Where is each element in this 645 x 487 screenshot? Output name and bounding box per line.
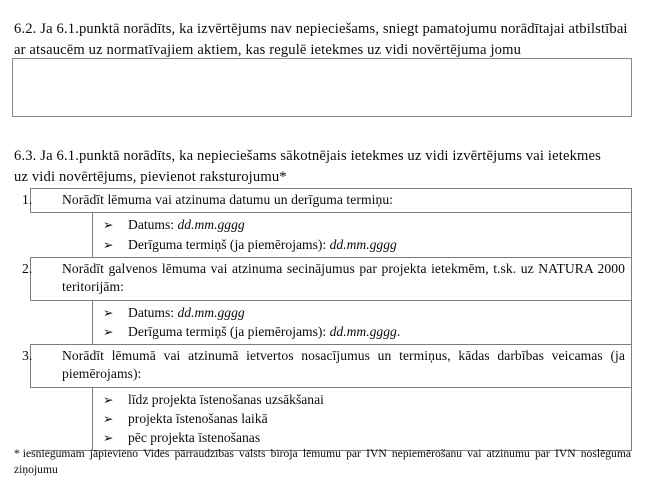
- requirement-heading-cell: [22, 345, 632, 388]
- bullet-label: Derīguma termiņš (ja piemērojams):: [128, 236, 327, 252]
- bullet-label: Datums:: [128, 304, 175, 320]
- bullet-label: projekta īstenošanas laikā: [128, 411, 268, 427]
- bullet-value-placeholder[interactable]: dd.mm.gggg: [329, 323, 397, 339]
- requirements-table-body: [22, 189, 632, 451]
- bullet-list: [101, 303, 625, 341]
- bullet-list: [101, 390, 625, 448]
- requirement-number: 3.: [22, 348, 33, 364]
- requirement-heading: [22, 260, 626, 297]
- requirement-number: 1.: [22, 192, 33, 207]
- bullet-list: [101, 215, 625, 253]
- bullet-gutter-cell: [31, 213, 93, 257]
- table-row: [31, 189, 632, 213]
- arrow-bullet-icon: ➢: [103, 411, 114, 427]
- arrow-bullet-icon: ➢: [103, 430, 114, 446]
- footnote: [14, 446, 631, 479]
- arrow-bullet-icon: ➢: [103, 304, 114, 320]
- requirement-heading-text: Norādīt lēmuma vai atzinuma datumu un derīguma termiņu:: [62, 192, 394, 207]
- arrow-bullet-icon: ➢: [103, 323, 114, 339]
- question-6-3-text: 6.3. Ja 6.1.punktā norādīts, ka nepieciešams sākotnējais ietekmes uz vidi izvērtējums vai ietekmes uz vidi novērtējums, pievienot raksturojumu*: [14, 147, 601, 185]
- table-row: [31, 345, 632, 388]
- bullet-value-placeholder[interactable]: dd.mm.gggg: [329, 236, 397, 252]
- requirement-heading-cell: [22, 189, 632, 213]
- list-item: [101, 322, 625, 341]
- table-row: [31, 257, 632, 300]
- list-item: [101, 303, 625, 322]
- bullet-value-placeholder[interactable]: dd.mm.gggg: [177, 304, 245, 320]
- list-item: [101, 428, 625, 447]
- requirements-table: [22, 188, 632, 451]
- bullet-gutter-cell: [31, 387, 93, 451]
- bullet-list-cell: [93, 387, 632, 451]
- arrow-bullet-icon: ➢: [103, 391, 114, 407]
- bullet-value-placeholder[interactable]: dd.mm.gggg: [177, 217, 245, 233]
- bullet-gutter-cell: [31, 300, 93, 344]
- list-item: [101, 390, 625, 409]
- table-row: [31, 213, 632, 257]
- bullet-label: Datums:: [128, 217, 175, 233]
- arrow-bullet-icon: ➢: [103, 236, 114, 252]
- requirement-number: 2.: [22, 260, 33, 276]
- requirement-heading-text: Norādīt galvenos lēmuma vai atzinuma secinājumus par projekta ietekmēm, t.sk. uz NATURA 2000 teritorijām:: [62, 260, 626, 295]
- footnote-marker: *: [14, 446, 20, 460]
- bullet-suffix: .: [396, 323, 401, 339]
- question-6-2-answer-box[interactable]: [12, 58, 632, 117]
- list-item: [101, 409, 625, 428]
- requirement-heading-text: Norādīt lēmumā vai atzinumā ietvertos nosacījumus un termiņus, kādas darbības veicamas (ja piemērojams):: [62, 348, 626, 382]
- bullet-label: pēc projekta īstenošanas: [128, 430, 261, 446]
- list-item: [101, 215, 625, 234]
- requirement-heading: [22, 347, 626, 384]
- list-item: [101, 235, 625, 254]
- bullet-list-cell: [93, 213, 632, 257]
- bullet-label: Derīguma termiņš (ja piemērojams):: [128, 323, 327, 339]
- footnote-text: iesniegumam jāpievieno Vides pārraudzības valsts biroja lēmumu par IVN nepiemērošanu vai atzinumu par IVN noslēguma ziņojumu: [14, 446, 631, 476]
- arrow-bullet-icon: ➢: [103, 217, 114, 233]
- table-row: [31, 387, 632, 451]
- table-row: [31, 300, 632, 344]
- requirement-heading: [22, 191, 625, 209]
- bullet-list-cell: [93, 300, 632, 344]
- requirement-heading-cell: [22, 257, 632, 300]
- bullet-label: līdz projekta īstenošanas uzsākšanai: [128, 391, 324, 407]
- question-6-2-text: 6.2. Ja 6.1.punktā norādīts, ka izvērtējums nav nepieciešams, sniegt pamatojumu norādītajai atbilstībai ar atsaucēm uz normatīvajiem aktiem, kas regulē ietekmes uz vidi novērtējuma jomu: [14, 20, 628, 58]
